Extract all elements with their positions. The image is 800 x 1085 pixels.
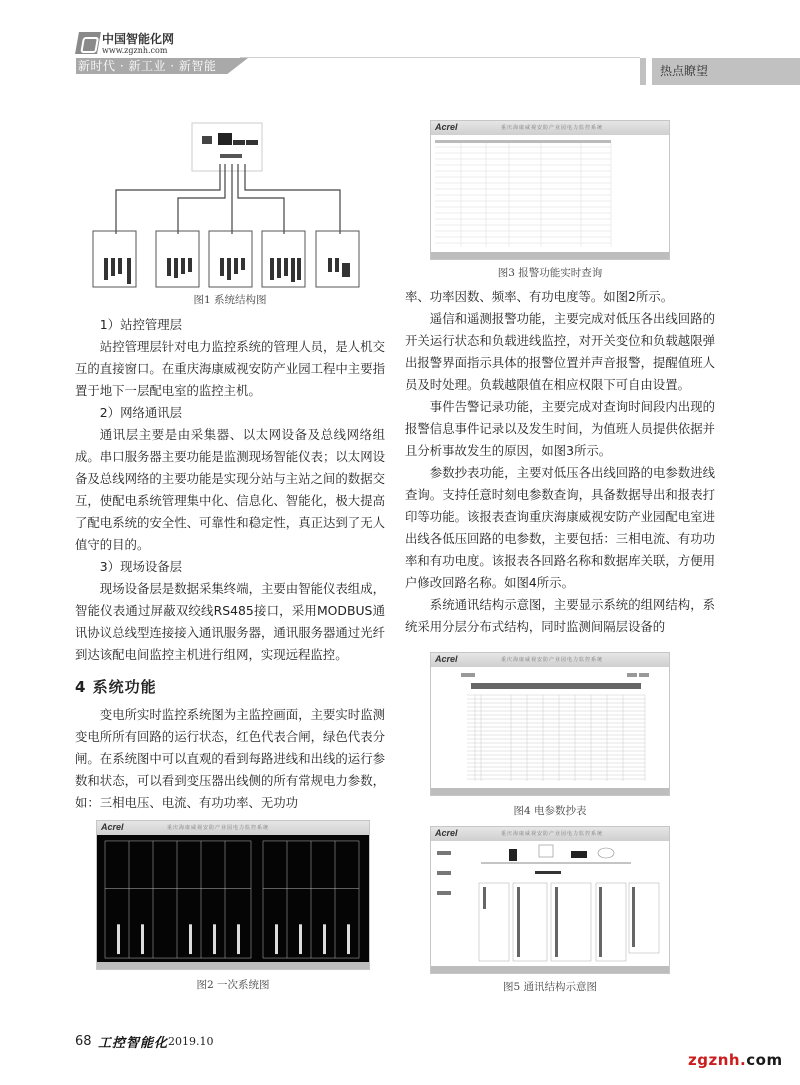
paragraph-station-control: 站控管理层针对电力监控系统的管理人员，是人机交互的直接窗口。在重庆海康威视安防产业园工程中主要指置于地下一层配电室的监控主机。 — [75, 339, 385, 398]
right-column-text — [405, 286, 715, 638]
system-title: 重庆海康威视安防产业园电力监控系统 — [167, 825, 270, 831]
app-footer-bar — [97, 962, 369, 969]
figure-2-one-line-diagram — [96, 820, 370, 970]
app-footer-bar — [431, 788, 669, 795]
brand-logo: Acrel — [435, 122, 458, 132]
hub-icon — [220, 154, 242, 158]
brand-logo: Acrel — [435, 654, 458, 664]
diagram-screen — [97, 835, 369, 962]
paragraph-event-record: 事件告警记录功能，主要完成对查询时间段内出现的报警信息事件记录以及发生时间，为值班人员提供依据并且分析事故发生的原因，如图3所示。 — [405, 399, 715, 458]
paragraph-system-function: 变电所实时监控系统图为主监控画面，主要实时监测变电所所有回路的运行状态，红色代表合闸，绿色代表分闸。在系统图中可以直观的看到每路进线和出线的运行参数和状态，可以看到变压器出线侧的所有常规电力参数，如：三相电压、电流、有功功率、无功功 — [75, 707, 385, 810]
figure-2-caption: 图2 一次系统图 — [196, 979, 270, 991]
brand-logo: Acrel — [435, 828, 458, 838]
figure-5-caption: 图5 通讯结构示意图 — [502, 981, 598, 993]
app-titlebar — [431, 653, 669, 667]
journal-name: 工控智能化 — [98, 1036, 169, 1051]
system-title: 重庆海康威视安防产业园电力监控系统 — [501, 125, 604, 131]
system-title: 重庆海康威视安防产业园电力监控系统 — [501, 657, 604, 663]
issue-date: 2019.10 — [168, 1035, 214, 1048]
section-tab: 热点瞭望 — [652, 58, 800, 85]
figure-5-frame — [430, 826, 670, 974]
slogan: 新时代 · 新工业 · 新智能 — [78, 59, 217, 73]
paragraph-continued: 率、功率因数、频率、有功电度等。如图2所示。 — [405, 289, 674, 304]
app-footer-bar — [431, 252, 669, 259]
alarm-table — [431, 137, 671, 252]
subheading-field-device: 3）现场设备层 — [99, 559, 183, 574]
paragraph-field-device: 现场设备层是数据采集终端，主要由智能仪表组成，智能仪表通过屏蔽双绞线RS485接口，采用MODBUS通讯协议总线型连接接入通讯服务器，通讯服务器通过光纤到达该配电间监控主机进行组网，实现远程监控。 — [75, 581, 385, 662]
network-topology — [431, 843, 671, 967]
figure-4-meter-report — [430, 652, 670, 796]
subheading-network: 2）网络通讯层 — [99, 405, 183, 420]
site-name: 中国智能化网 — [102, 32, 175, 46]
app-titlebar — [431, 827, 669, 841]
paragraph-communication-structure: 系统通讯结构示意图，主要显示系统的组网结构，系统采用分层分布式结构，同时监测间隔层设备的 — [405, 597, 715, 634]
figure-2-frame — [96, 820, 370, 970]
page-number: 68 — [75, 1034, 92, 1049]
figure-3-caption: 图3 报警功能实时查询 — [497, 267, 603, 279]
figure-4-caption: 图4 电参数抄表 — [513, 805, 587, 817]
figure-3-frame — [430, 120, 670, 260]
network-lines — [116, 164, 340, 234]
figure-5-communication-structure — [430, 826, 670, 974]
left-column-text — [75, 314, 385, 814]
subheading-station-control: 1）站控管理层 — [99, 317, 183, 332]
site-logo-icon — [75, 32, 101, 54]
one-line-diagram — [97, 835, 369, 962]
brand-logo: Acrel — [101, 822, 124, 832]
monitor-icon — [218, 133, 232, 145]
app-titlebar — [97, 821, 369, 835]
app-titlebar — [431, 121, 669, 135]
paragraph-network: 通讯层主要是由采集器、以太网设备及总线网络组成。串口服务器主要功能是监测现场智能仪表；以太网设备及总线网络的主要功能是实现分站与主站之间的数据交互，使配电系统管理集中化、信息化、智能化，极大提高了配电系统的安全性、可靠性和稳定性，真正达到了无人值守的目的。 — [75, 427, 385, 552]
watermark — [688, 1051, 783, 1069]
figure-4-frame — [430, 652, 670, 796]
host-box — [192, 123, 262, 171]
watermark-tld: com — [746, 1051, 783, 1069]
system-title: 重庆海康威视安防产业园电力监控系统 — [501, 831, 604, 837]
header-divider — [240, 57, 640, 58]
figure-1-caption: 图1 系统结构图 — [193, 294, 267, 306]
paragraph-alarm-function: 遥信和遥测报警功能，主要完成对低压各出线回路的开关运行状态和负载进线监控，对开关变位和负载越限弹出报警界面指示具体的报警位置并声音报警，提醒值班人员及时处理。负载越限值在相应权限下可自由设置。 — [405, 311, 715, 392]
printer-icon — [202, 136, 212, 144]
substation-boxes — [93, 231, 359, 287]
figure-3-alarm-query — [430, 120, 670, 260]
meter-stacks — [104, 258, 350, 284]
section-tab-separator — [640, 58, 646, 85]
site-url: www.zgznh.com — [102, 46, 168, 55]
report-table — [431, 669, 671, 789]
converter-icon — [246, 140, 258, 145]
app-footer-bar — [431, 966, 669, 973]
paragraph-meter-reading: 参数抄表功能，主要对低压各出线回路的电参数进线查询。支持任意时刻电参数查询，具备数据导出和报表打印等功能。该报表查询重庆海康威视安防产业园配电室进出线各低压回路的电参数，主要包括：三相电流、有功功率和有功电度。该报表各回路名称和数据库关联，方便用户修改回路名称。如图4所示。 — [405, 465, 715, 590]
watermark-domain: zgznh. — [688, 1051, 747, 1069]
section-heading: 4 系统功能 — [75, 678, 157, 696]
switch-icon — [233, 140, 245, 145]
figure-1-system-structure — [80, 118, 380, 298]
